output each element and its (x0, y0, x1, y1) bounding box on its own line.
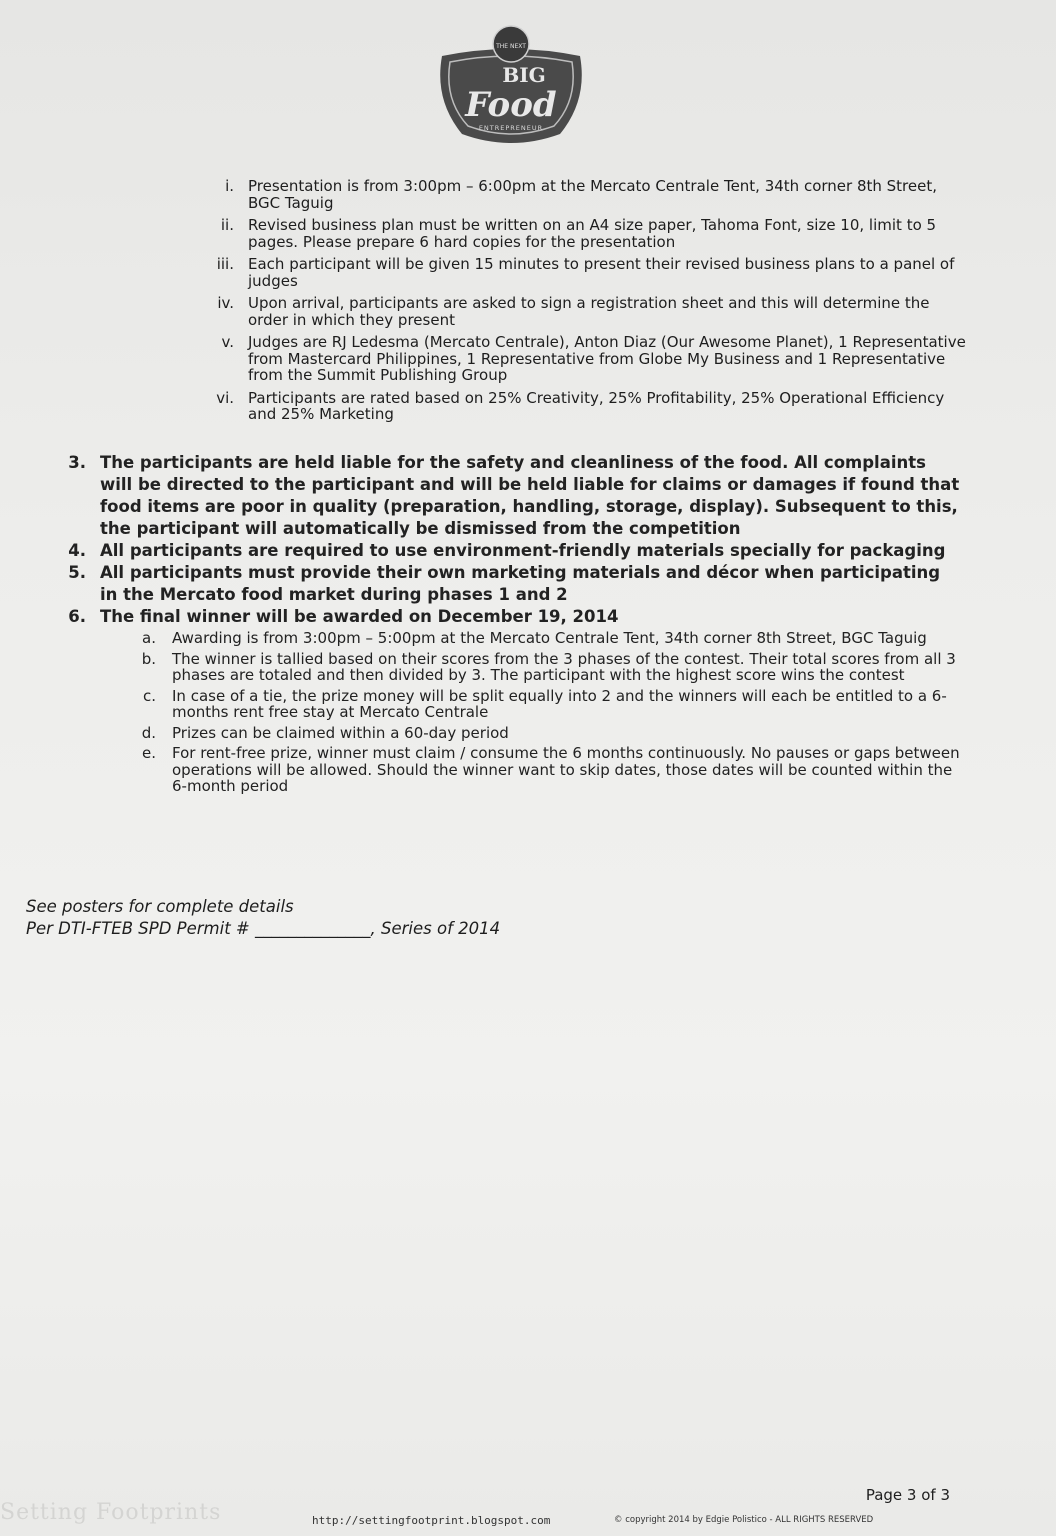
list-item: ii. Revised business plan must be written on an A4 size paper, Tahoma Font, size 10, limit to 5 pages. Please prepare 6 hard copies for the presentation (220, 216, 937, 251)
list-item: v. Judges are RJ Ledesma (Mercato Centrale), Anton Diaz (Our Awesome Planet), 1 Representative from Mastercard Philippines, 1 Representative from Globe My Business and 1 Representative from the Summit Publishing Group (221, 333, 966, 384)
list-item: iv. Upon arrival, participants are asked to sign a registration sheet and this will determine the order in which they present (217, 294, 930, 329)
list-item: iii. Each participant will be given 15 minutes to present their revised business plans to a panel of judges (216, 255, 955, 290)
footer-url: http://settingfootprint.blogspot.com (312, 1514, 551, 1527)
roman-sublist (206, 178, 966, 429)
list-item: e. For rent-free prize, winner must claim / consume the 6 months continuously. No pauses or gaps between operations will be allowed. Should the winner want to skip dates, those dates will be counted within the 6-month period (142, 744, 960, 795)
list-item: d. Prizes can be claimed within a 60-day period (141, 723, 509, 742)
list-item: 5. All participants must provide their own marketing materials and décor when participating in the Mercato food market during phases 1 and 2 (68, 563, 941, 604)
list-item: b. The winner is tallied based on their scores from the 3 phases of the contest. Their total scores from all 3 phases are totaled and then divided by 3. The participant with the highest score wins the contest (141, 649, 956, 684)
footer-copyright: © copyright 2014 by Edgie Polistico - ALL RIGHTS RESERVED (614, 1515, 874, 1525)
list-item: 6. The final winner will be awarded on December 19, 2014 a. Awarding is from 3:00pm – 5:00pm at the Mercato Centrale Tent, 34th corner 8th Street, BGC Taguig b. The winner is tallied based on their scores from the 3 phases of the contest. Their total scores from all 3 phases are totaled and then divided by 3. The participant with the highest score wins the contest c. In case of a tie, the prize money will be split equally into 2 and the winners will each be entitled to a 6-months rent free stay at Mercato Centrale d. Prizes can be claimed within a 60-day period e. For rent-free prize, winner must claim / consume the 6 months continuously. No pauses or gaps between operations will be allowed. Should the winner want to skip dates, those dates will be counted within the 6-month period (68, 607, 960, 795)
big-food-logo (432, 22, 590, 154)
closing-notes (26, 896, 500, 940)
list-item: i. Presentation is from 3:00pm – 6:00pm at the Mercato Centrale Tent, 34th corner 8th Street, BGC Taguig (225, 177, 938, 212)
list-item: c. In case of a tie, the prize money will be split equally into 2 and the winners will each be entitled to a 6-months rent free stay at Mercato Centrale (142, 686, 947, 721)
notes-line2: Per DTI-FTEB SPD Permit # ______________, Series of 2014 (26, 919, 501, 938)
watermark: Setting Footprints (0, 1500, 222, 1525)
logo-badge-text: THE NEXT (496, 43, 526, 50)
list-item: 4. All participants are required to use environment-friendly materials specially for packaging (68, 541, 946, 560)
list-item: vi. Participants are rated based on 25% Creativity, 25% Profitability, 25% Operational Efficiency and 25% Marketing (216, 388, 945, 423)
logo-line3: ENTREPRENEUR (478, 124, 544, 132)
alpha-sublist (100, 630, 960, 795)
main-numbered-list (60, 452, 960, 799)
list-item: 3. The participants are held liable for the safety and cleanliness of the food. All complaints will be directed to the participant and will be held liable for claims or damages if found that food items are poor in quality (preparation, handling, storage, display). Subsequent to this, the participant will automatically be dismissed from the competition (68, 453, 960, 538)
list-item: a. Awarding is from 3:00pm – 5:00pm at the Mercato Centrale Tent, 34th corner 8th Street, BGC Taguig (142, 629, 927, 647)
logo-line1: BIG (502, 63, 546, 87)
logo-line2: Food (465, 85, 557, 125)
page-number: Page 3 of 3 (865, 1486, 950, 1504)
notes-line1: See posters for complete details (26, 897, 294, 916)
